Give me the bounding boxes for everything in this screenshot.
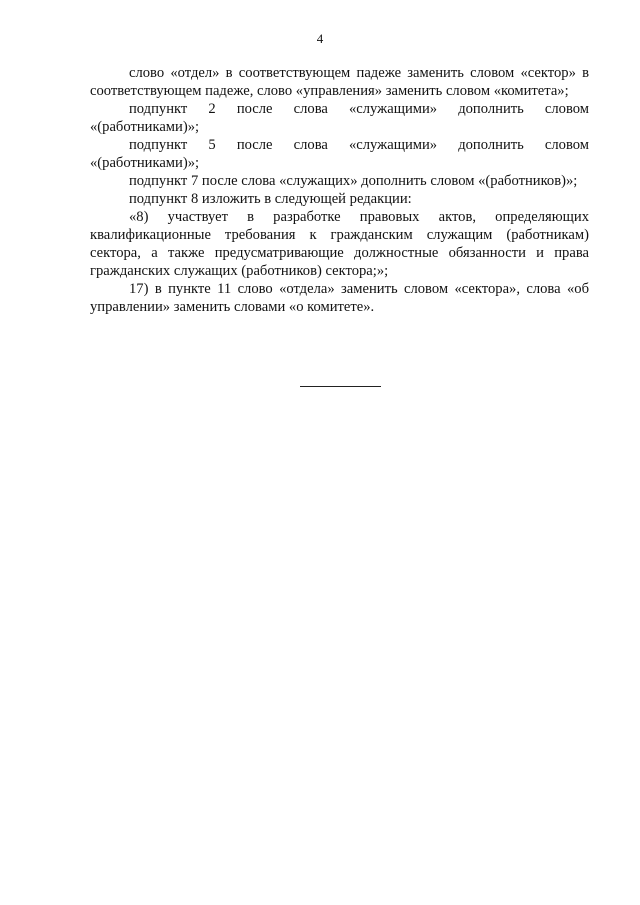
paragraph-subpoint-8: подпункт 8 изложить в следующей редакции: — [129, 191, 412, 207]
paragraph-subpoint-7: подпункт 7 после слова «служащих» дополнить словом «(работников)»; — [129, 173, 578, 189]
paragraph-subpoint-5: подпункт 5 после слова «служащими» дополнить словом «(работниками)»; — [90, 137, 589, 171]
paragraph-subpoint-2: подпункт 2 после слова «служащими» дополнить словом «(работниками)»; — [90, 101, 589, 135]
paragraph-new-subpoint-8-text: «8) участвует в разработке правовых актов, определяющих квалификационные требования к гражданским служащим (работникам) сектора, а также предусматривающие должностные обязанности и права гражданских служащих (работников) сектора;»; — [90, 209, 589, 279]
paragraph-replace-department: слово «отдел» в соответствующем падеже заменить словом «сектор» в соответствующем падеже, слово «управления» заменить словом «комитета»; — [90, 65, 589, 99]
page-number: 4 — [316, 31, 324, 46]
document-body — [90, 64, 589, 316]
paragraph-item-17: 17) в пункте 11 слово «отдела» заменить словом «сектора», слова «об управлении» заменить словами «о комитете». — [90, 281, 589, 315]
end-divider-line — [300, 386, 381, 387]
